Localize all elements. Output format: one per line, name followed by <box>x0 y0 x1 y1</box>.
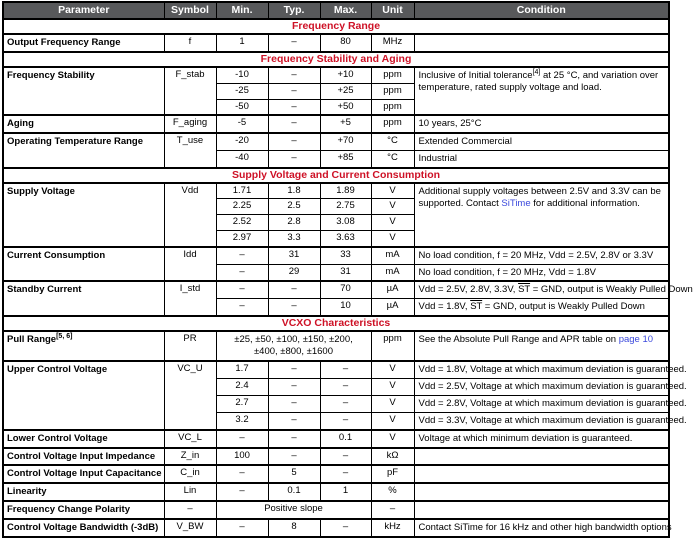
pull-range-values-cell <box>216 331 371 361</box>
unit-cell: MHz <box>371 34 414 52</box>
min-cell: 2.25 <box>216 199 268 215</box>
symbol-cell: – <box>164 501 216 519</box>
condition-text: Vdd = 2.5V, 2.8V, 3.3V, <box>418 284 519 296</box>
condition-text: for additional information. <box>530 197 640 209</box>
unit-cell: ppm <box>371 83 414 99</box>
min-cell: 2.52 <box>216 215 268 231</box>
min-cell: 2.7 <box>216 395 268 412</box>
typ-cell: – <box>268 395 320 412</box>
table-row <box>3 115 669 133</box>
symbol-cell: Z_in <box>164 448 216 466</box>
condition-text: at 25 °C, and variation over temperature, rated supply voltage and load. <box>418 70 659 93</box>
symbol-cell: F_aging <box>164 115 216 133</box>
symbol-cell: VC_L <box>164 430 216 448</box>
unit-cell: °C <box>371 133 414 150</box>
param-cell: Standby Current <box>3 281 164 316</box>
table-row <box>3 247 669 264</box>
condition-text: Vdd = 1.8V, <box>418 301 471 313</box>
max-cell: +85 <box>320 150 371 167</box>
typ-cell: 2.8 <box>268 215 320 231</box>
col-header-symbol: Symbol <box>164 2 216 19</box>
min-cell: 1.7 <box>216 361 268 378</box>
typ-cell: – <box>268 299 320 316</box>
typ-cell: – <box>268 448 320 466</box>
table-row <box>3 361 669 378</box>
condition-text: Inclusive of Initial tolerance <box>418 70 533 81</box>
unit-cell: kHz <box>371 519 414 537</box>
unit-cell: pF <box>371 465 414 483</box>
min-cell: – <box>216 430 268 448</box>
max-cell: – <box>320 361 371 378</box>
section-row-vcxo-characteristics <box>3 316 669 331</box>
table-header-row <box>3 2 669 19</box>
max-cell: – <box>320 395 371 412</box>
col-header-condition: Condition <box>414 2 669 19</box>
unit-cell: V <box>371 430 414 448</box>
max-cell: +50 <box>320 99 371 115</box>
condition-cell: Industrial <box>414 150 669 167</box>
unit-cell: ppm <box>371 99 414 115</box>
condition-cell: Extended Commercial <box>414 133 669 150</box>
st-pin-overline: $\overline{ST}$ <box>470 301 483 313</box>
condition-cell <box>414 448 669 466</box>
max-cell: 33 <box>320 247 371 264</box>
min-cell: -25 <box>216 83 268 99</box>
typ-cell: 3.3 <box>268 231 320 247</box>
table-row <box>3 67 669 83</box>
table-row <box>3 133 669 150</box>
unit-cell: ppm <box>371 331 414 361</box>
condition-cell <box>414 483 669 501</box>
param-text: Pull Range <box>7 334 57 346</box>
unit-cell: V <box>371 199 414 215</box>
max-cell: 1.89 <box>320 183 371 199</box>
min-cell: 1.71 <box>216 183 268 199</box>
param-cell: Control Voltage Bandwidth (-3dB) <box>3 519 164 537</box>
section-title: VCXO Characteristics <box>3 316 669 331</box>
min-cell: 2.97 <box>216 231 268 247</box>
max-cell: – <box>320 448 371 466</box>
symbol-cell: f <box>164 34 216 52</box>
param-cell: Operating Temperature Range <box>3 133 164 168</box>
min-cell: – <box>216 281 268 298</box>
max-cell: 1 <box>320 483 371 501</box>
section-title: Supply Voltage and Current Consumption <box>3 168 669 183</box>
min-cell: 3.2 <box>216 412 268 429</box>
typ-cell: – <box>268 412 320 429</box>
min-cell: 100 <box>216 448 268 466</box>
max-cell: 80 <box>320 34 371 52</box>
condition-text: = GND, output is Weakly Pulled Down <box>530 284 693 296</box>
col-header-unit: Unit <box>371 2 414 19</box>
condition-cell <box>414 501 669 519</box>
max-cell: 3.08 <box>320 215 371 231</box>
section-row-frequency-stability-aging <box>3 52 669 67</box>
typ-cell: – <box>268 379 320 396</box>
max-cell: 10 <box>320 299 371 316</box>
symbol-cell: I_std <box>164 281 216 316</box>
param-cell: Upper Control Voltage <box>3 361 164 430</box>
symbol-cell: Vdd <box>164 183 216 247</box>
condition-cell <box>414 183 669 247</box>
min-cell: -50 <box>216 99 268 115</box>
footnote-ref: [5, 6] <box>56 332 73 340</box>
unit-cell: V <box>371 183 414 199</box>
symbol-cell: T_use <box>164 133 216 168</box>
max-cell: 2.75 <box>320 199 371 215</box>
sitime-link[interactable]: SiTime <box>501 197 531 209</box>
min-cell: – <box>216 264 268 281</box>
condition-cell <box>414 281 693 298</box>
symbol-cell: Lin <box>164 483 216 501</box>
typ-cell: – <box>268 67 320 83</box>
symbol-cell: Idd <box>164 247 216 282</box>
unit-cell: µA <box>371 281 414 298</box>
pull-range-values-line1: ±25, ±50, ±100, ±150, ±200, <box>234 334 353 346</box>
condition-cell: Vdd = 3.3V, Voltage at which maximum deviation is guaranteed. <box>414 412 669 429</box>
col-header-parameter: Parameter <box>3 2 164 19</box>
polarity-value-cell: Positive slope <box>216 501 371 519</box>
typ-cell: 2.5 <box>268 199 320 215</box>
max-cell: 70 <box>320 281 371 298</box>
unit-cell: mA <box>371 247 414 264</box>
min-cell: – <box>216 483 268 501</box>
condition-cell <box>414 465 669 483</box>
typ-cell: – <box>268 133 320 150</box>
table-row <box>3 519 669 537</box>
max-cell: 3.63 <box>320 231 371 247</box>
min-cell: 1 <box>216 34 268 52</box>
condition-text: See the Absolute Pull Range and APR table on <box>418 334 619 346</box>
param-cell: Linearity <box>3 483 164 501</box>
max-cell: +10 <box>320 67 371 83</box>
table-row <box>3 34 669 52</box>
max-cell: – <box>320 379 371 396</box>
param-cell: Frequency Change Polarity <box>3 501 164 519</box>
typ-cell: 0.1 <box>268 483 320 501</box>
max-cell: +70 <box>320 133 371 150</box>
max-cell: +25 <box>320 83 371 99</box>
pull-range-values-line2: ±400, ±800, ±1600 <box>253 346 334 358</box>
param-cell: Control Voltage Input Impedance <box>3 448 164 466</box>
unit-cell: V <box>371 412 414 429</box>
electrical-characteristics-table <box>2 1 693 538</box>
typ-cell: 8 <box>268 519 320 537</box>
min-cell: – <box>216 299 268 316</box>
typ-cell: 1.8 <box>268 183 320 199</box>
min-cell: 2.4 <box>216 379 268 396</box>
typ-cell: – <box>268 430 320 448</box>
typ-cell: – <box>268 281 320 298</box>
symbol-cell: F_stab <box>164 67 216 115</box>
min-cell: – <box>216 465 268 483</box>
table-row <box>3 448 669 466</box>
unit-cell: – <box>371 501 414 519</box>
section-title: Frequency Range <box>3 19 669 34</box>
table-row <box>3 465 669 483</box>
condition-cell: Contact SiTime for 16 kHz and other high bandwidth options <box>414 519 669 537</box>
condition-text: Additional supply voltages between 2.5V and 3.3V can be supported. Contact <box>418 185 661 209</box>
typ-cell: 5 <box>268 465 320 483</box>
condition-cell <box>414 34 669 52</box>
col-header-min: Min. <box>216 2 268 19</box>
param-cell: Lower Control Voltage <box>3 430 164 448</box>
unit-cell: ppm <box>371 115 414 133</box>
condition-cell: No load condition, f = 20 MHz, Vdd = 2.5V, 2.8V or 3.3V <box>414 247 669 264</box>
unit-cell: mA <box>371 264 414 281</box>
unit-cell: kΩ <box>371 448 414 466</box>
max-cell: – <box>320 519 371 537</box>
param-cell: Frequency Stability <box>3 67 164 115</box>
min-cell: -5 <box>216 115 268 133</box>
table-row <box>3 501 669 519</box>
typ-cell: – <box>268 361 320 378</box>
section-title: Frequency Stability and Aging <box>3 52 669 67</box>
max-cell: – <box>320 412 371 429</box>
condition-cell <box>414 331 669 361</box>
page-10-link[interactable]: page 10 <box>618 334 654 346</box>
section-row-frequency-range <box>3 19 669 34</box>
param-cell: Current Consumption <box>3 247 164 282</box>
condition-cell: No load condition, f = 20 MHz, Vdd = 1.8V <box>414 264 669 281</box>
param-cell: Control Voltage Input Capacitance <box>3 465 164 483</box>
table-row <box>3 430 669 448</box>
param-cell <box>3 331 164 361</box>
unit-cell: V <box>371 395 414 412</box>
typ-cell: – <box>268 99 320 115</box>
symbol-cell: V_BW <box>164 519 216 537</box>
section-row-supply-voltage-current <box>3 168 669 183</box>
table-row <box>3 331 669 361</box>
unit-cell: V <box>371 215 414 231</box>
condition-text: = GND, output is Weakly Pulled Down <box>482 301 645 313</box>
st-pin-overline: $\overline{ST}$ <box>518 284 531 296</box>
unit-cell: °C <box>371 150 414 167</box>
min-cell: – <box>216 519 268 537</box>
condition-cell: Vdd = 2.5V, Voltage at which maximum deviation is guaranteed. <box>414 379 669 396</box>
unit-cell: V <box>371 379 414 396</box>
min-cell: -10 <box>216 67 268 83</box>
typ-cell: 31 <box>268 247 320 264</box>
min-cell: -20 <box>216 133 268 150</box>
typ-cell: – <box>268 115 320 133</box>
condition-cell: Vdd = 2.8V, Voltage at which maximum deviation is guaranteed. <box>414 395 669 412</box>
col-header-typ: Typ. <box>268 2 320 19</box>
symbol-cell: PR <box>164 331 216 361</box>
typ-cell: 29 <box>268 264 320 281</box>
condition-cell: 10 years, 25°C <box>414 115 669 133</box>
min-cell: -40 <box>216 150 268 167</box>
unit-cell: % <box>371 483 414 501</box>
table-row <box>3 281 669 298</box>
condition-cell <box>414 67 669 115</box>
symbol-cell: VC_U <box>164 361 216 430</box>
unit-cell: µA <box>371 299 414 316</box>
table-row <box>3 183 669 199</box>
max-cell: 31 <box>320 264 371 281</box>
symbol-cell: C_in <box>164 465 216 483</box>
footnote-ref: [4] <box>532 68 541 76</box>
condition-cell: Voltage at which minimum deviation is guaranteed. <box>414 430 669 448</box>
unit-cell: ppm <box>371 67 414 83</box>
max-cell: – <box>320 465 371 483</box>
min-cell: – <box>216 247 268 264</box>
table-row <box>3 483 669 501</box>
param-cell: Aging <box>3 115 164 133</box>
max-cell: 0.1 <box>320 430 371 448</box>
typ-cell: – <box>268 83 320 99</box>
col-header-max: Max. <box>320 2 371 19</box>
typ-cell: – <box>268 34 320 52</box>
condition-cell: Vdd = 1.8V, Voltage at which maximum deviation is guaranteed. <box>414 361 669 378</box>
condition-cell <box>414 299 669 316</box>
unit-cell: V <box>371 231 414 247</box>
typ-cell: – <box>268 150 320 167</box>
param-cell: Output Frequency Range <box>3 34 164 52</box>
unit-cell: V <box>371 361 414 378</box>
max-cell: +5 <box>320 115 371 133</box>
param-cell: Supply Voltage <box>3 183 164 247</box>
